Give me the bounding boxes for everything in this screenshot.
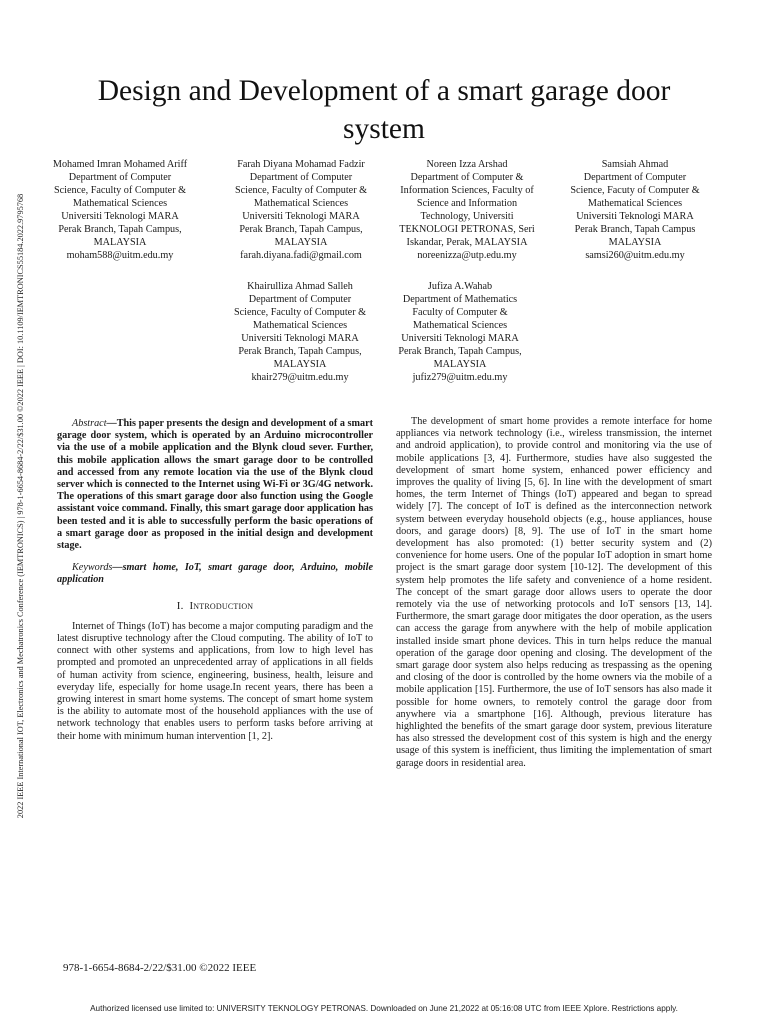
footer-isbn-code: 978-1-6654-8684-2/22/$31.00 ©2022 IEEE (63, 962, 257, 974)
keywords (57, 562, 373, 586)
author-name: Farah Diyana Mohamad Fadzir (237, 159, 365, 170)
title-line-1: Design and Development of a smart garage door (97, 75, 671, 107)
author-block-4: Samsiah Ahmad Department of Computer Science, Facuty of Computer & Mathematical Sciences Universiti Teknologi MARA Perak Branch, Tapah Campus MALAYSIA samsi260@uitm.edu.my (560, 158, 710, 262)
author-name: Mohamed Imran Mohamed Ariff (52, 159, 188, 170)
author-block-5: Khairulliza Ahmad Salleh Department of Computer Science, Faculty of Computer & Mathematical Sciences Universiti Teknologi MARA Perak Branch, Tapah Campus, MALAYSIA khair279@uitm.edu.my (225, 280, 375, 384)
paper-title (0, 72, 768, 148)
author-email: jufiz279@uitm.edu.my (412, 372, 508, 383)
intro-paragraph-right: The development of smart home provides a remote interface for home appliances via network technology (i.e., wireless transmission, the internet and android application), to provide control and monitoring via the use of mobile applications [3, 4]. Furthermore, studies have also suggested the development of smart home system, enhanced power efficiency and improves the quality of living [5, 6]. In line with the development of smart homes, the term Internet of Things (IoT) appeared and began to spread widely [7]. The concept of IoT is defined as the interconnection network system between everyday household objects (e.g., house appliances, house doors, and garage doors) [8, 9]. The use of IoT in the smart home development has also promoted: (1) better security system and (2) convenience for home users. One of the popular IoT adoption in smart home project is the smart garage door system [10-12]. The development of this system help promotes the life safety and convenience of a home resident. The concept of the smart garage door allows users to operate the door remotely via the use of networking protocols and IoT sensors [13, 14]. Furthermore, the smart garage door mitigates the door operation, as the users can access the garage from anywhere with the help of mobile application installed inside smart phone devices. This in turn helps reduce the manual operation of the garage door opening and closing. The development of the smart garage door system also helps reducing as trespassing as the opening and closing of the door is controlled by the home owners via the mobile of a mobile application [15]. Furthermore, the use of IoT sensors has also made it possible for home owners, to remotely control the garage door from anywhere via a smartphone [16]. Although, previous literature has highlighted the benefits of the smart garage door system, previous literature has also stressed the development cost of this system is high and the energy usage of this system is inefficient, thus limiting the implementation of smart garage doors in residential area. (396, 416, 712, 769)
author-email: noreenizza@utp.edu.my (417, 250, 517, 261)
keywords-lead: Keywords (72, 562, 113, 574)
author-name: Samsiah Ahmad (601, 159, 669, 170)
side-conference-strip: 2022 IEEE International IOT, Electronics and Mechatronics Conference (IEMTRONICS) | 978-1-6654-8684-2/22/$31.00 ©2022 IEEE | DOI: 10.1109/IEMTRONICS55184.2022.9795768 (16, 193, 25, 819)
title-line-2: system (343, 113, 425, 145)
right-column (396, 416, 712, 770)
author-email: farah.diyana.fadi@gmail.com (240, 250, 362, 261)
author-email: moham588@uitm.edu.my (66, 250, 174, 261)
abstract-lead: Abstract (72, 418, 107, 429)
section-number: I. (176, 599, 184, 612)
author-block-1: Mohamed Imran Mohamed Ariff Department of Computer Science, Faculty of Computer & Mathematical Sciences Universiti Teknologi MARA Perak Branch, Tapah Campus, MALAYSIA moham588@uitm.edu.my (45, 158, 195, 262)
author-email: khair279@uitm.edu.my (251, 372, 349, 383)
left-column (57, 418, 373, 743)
keywords-body: —smart home, IoT, smart garage door, Arduino, mobile application (57, 562, 373, 586)
section-heading (57, 600, 373, 612)
author-email: samsi260@uitm.edu.my (585, 250, 685, 261)
author-name: Khairulliza Ahmad Salleh (247, 281, 353, 292)
abstract-body: —This paper presents the design and development of a smart garage door system, which is operated by an Arduino microcontroller via the use of a mobile application and the Blynk cloud sever. Further, this mobile application allows the smart garage door to be controlled and accessed from any remote location via the use of the Blynk cloud server which is connected to the Internet using Wi-Fi or 3G/4G network. The operations of this smart garage door also function using the Google assistant voice command. Finally, this smart garage door application has been tested and it is able to successfully perform the basic operations of a smart garage door as proposed in the initial design and development stage. (57, 418, 373, 552)
author-name: Noreen Izza Arshad (426, 159, 508, 170)
author-block-3: Noreen Izza Arshad Department of Computer & Information Sciences, Faculty of Science and Information Technology, Universiti TEKNOLOGI PETRONAS, Seri Iskandar, Perak, MALAYSIA noreenizza@utp.edu.my (392, 158, 542, 262)
author-block-6: Jufiza A.Wahab Department of Mathematics Faculty of Computer & Mathematical Sciences Universiti Teknologi MARA Perak Branch, Tapah Campus, MALAYSIA jufiz279@uitm.edu.my (385, 280, 535, 384)
license-notice: Authorized licensed use limited to: UNIVERSITY TEKNOLOGY PETRONAS. Downloaded on June 21,2022 at 05:16:08 UTC from IEEE Xplore. Restrictions apply. (90, 1004, 678, 1013)
abstract (57, 418, 373, 552)
author-name: Jufiza A.Wahab (427, 281, 493, 292)
author-block-2: Farah Diyana Mohamad Fadzir Department of Computer Science, Faculty of Computer & Mathematical Sciences Universiti Teknologi MARA Perak Branch, Tapah Campus, MALAYSIA farah.diyana.fadi@gmail.com (226, 158, 376, 262)
section-title: Introduction (189, 599, 254, 612)
intro-paragraph-left: Internet of Things (IoT) has become a major computing paradigm and the latest disruptive technology after the Cloud computing. The ability of IoT to connect with other systems and applications, from low to high level has prompted and promoted an unprecedented array of applications in all fields of human activity from science, engineering, business, health, leisure and everyday life, especially for home usage.In recent years, there has been a growing interest in smart home systems. The concept of smart home system is the ability to automate most of the household appliances with the use of network technology that enables users to perform tasks before arriving at their home with minimum human intervention [1, 2]. (57, 620, 373, 742)
